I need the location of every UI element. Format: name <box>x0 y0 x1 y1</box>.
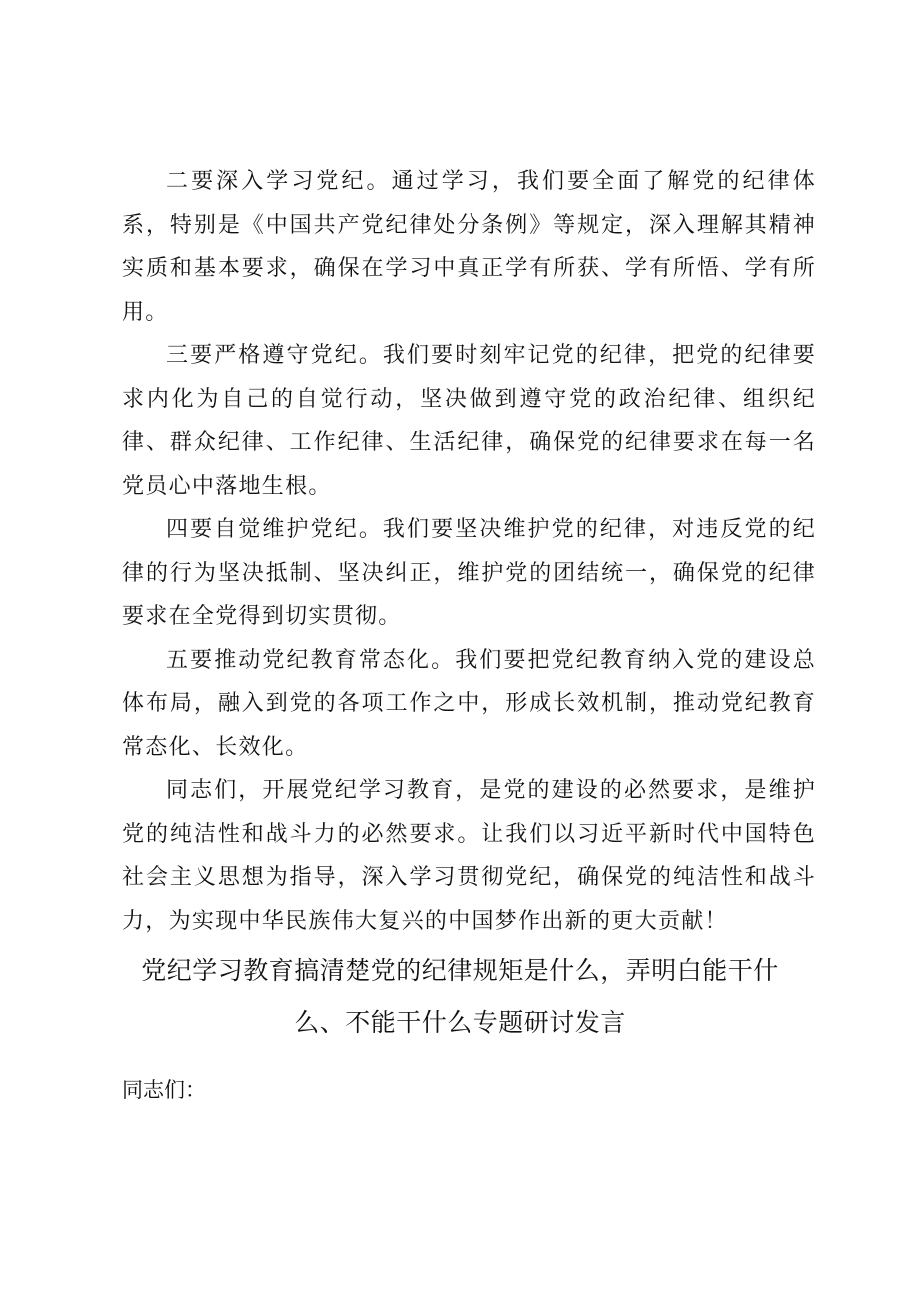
paragraph-4: 四要自觉维护党纪。我们要坚决维护党的纪律，对违反党的纪律的行为坚决抵制、坚决纠正，维护党的团结统一，确保党的纪律要求在全党得到切实贯彻。 <box>122 517 816 629</box>
paragraph-5: 五要推动党纪教育常态化。我们要把党纪教育纳入党的建设总体布局，融入到党的各项工作之中，形成长效机制，推动党纪教育常态化、长效化。 <box>122 647 816 760</box>
paragraph-2: 二要深入学习党纪。通过学习，我们要全面了解党的纪律体系，特别是《中国共产党纪律处分条例》等规定，深入理解其精神实质和基本要求，确保在学习中真正学有所获、学有所悟、学有所用。 <box>122 169 816 325</box>
closing-paragraph: 同志们，开展党纪学习教育，是党的建设的必然要求，是维护党的纯洁性和战斗力的必然要求。让我们以习近平新时代中国特色社会主义思想为指导，深入学习贯彻党纪，确保党的纯洁性和战斗力，为实现中华民族伟大复兴的中国梦作出新的更大贡献！ <box>122 778 816 934</box>
document-body <box>122 160 816 943</box>
section-title: 党纪学习教育搞清楚党的纪律规矩是什么，弄明白能干什么、不能干什么专题研讨发言 <box>141 956 779 1037</box>
paragraph-3: 三要严格遵守党纪。我们要时刻牢记党的纪律，把党的纪律要求内化为自己的自觉行动，坚决做到遵守党的政治纪律、组织纪律、群众纪律、工作纪律、生活纪律，确保党的纪律要求在每一名党员心中落地生根。 <box>122 343 816 499</box>
salutation: 同志们： <box>122 1078 206 1102</box>
